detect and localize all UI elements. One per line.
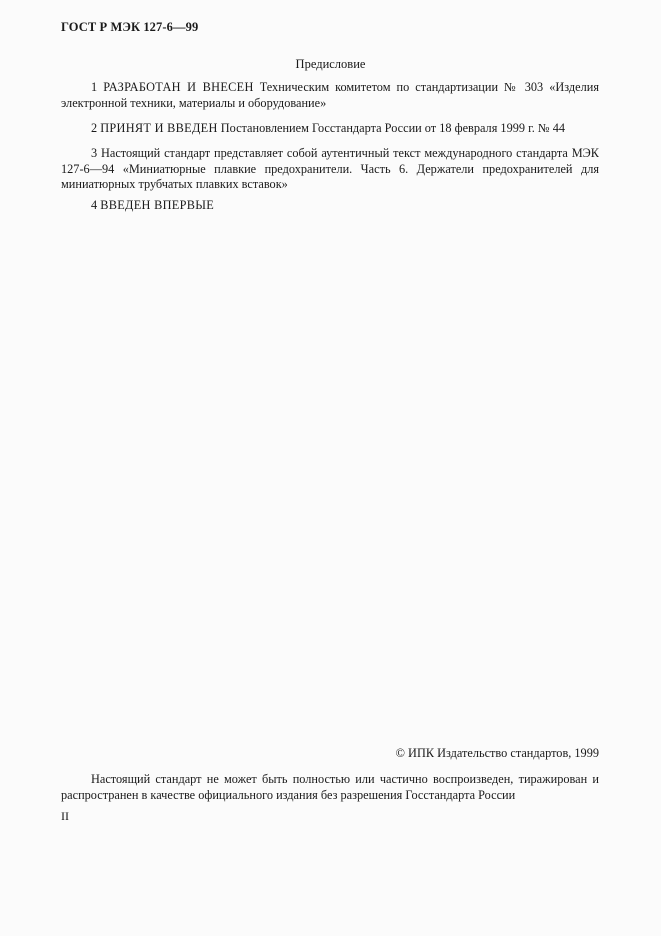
foreword-item-4	[61, 198, 599, 214]
document-code: ГОСТ Р МЭК 127-6—99	[61, 20, 199, 34]
item-heading: ПРИНЯТ И ВВЕДЕН	[100, 121, 218, 135]
page-number: II	[61, 809, 69, 823]
foreword-title: Предисловие	[295, 57, 366, 71]
item-number: 4	[91, 198, 98, 212]
item-text: Техническим комитетом по стандартизации № 303 «Изделия электронной техники, материалы и оборудование»	[61, 80, 599, 110]
foreword-item-2	[61, 121, 599, 137]
item-heading: ВВЕДЕН ВПЕРВЫЕ	[100, 198, 215, 212]
item-number: 1	[91, 80, 98, 94]
item-text: Настоящий стандарт представляет собой аутентичный текст международного стандарта МЭК 127-6—94 «Миниатюрные плавкие предохранители. Часть 6. Держатели предохранителей для миниатюрных трубчатых плавких вставок»	[61, 146, 599, 191]
item-text: Постановлением Госстандарта России от 18 февраля 1999 г. № 44	[220, 121, 566, 135]
item-number: 3	[91, 146, 98, 160]
item-number: 2	[91, 121, 98, 135]
item-heading: РАЗРАБОТАН И ВНЕСЕН	[103, 80, 254, 94]
copyright-line: © ИПК Издательство стандартов, 1999	[395, 746, 599, 760]
foreword-item-3	[61, 146, 599, 193]
reproduction-notice: Настоящий стандарт не может быть полностью или частично воспроизведен, тиражирован и распространен в качестве официального издания без разрешения Госстандарта России	[61, 772, 599, 802]
foreword-item-1	[61, 80, 599, 111]
